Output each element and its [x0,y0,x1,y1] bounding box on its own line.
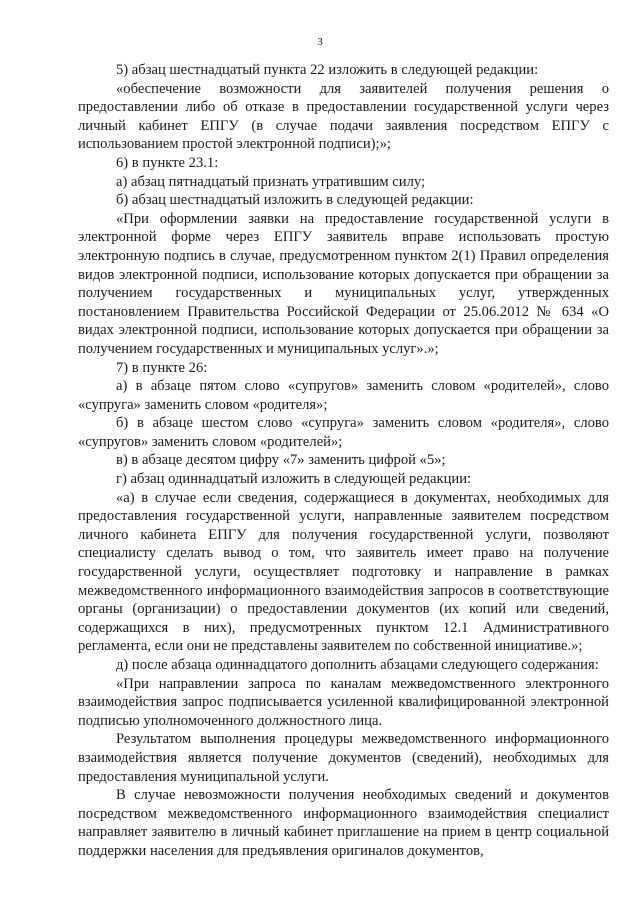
paragraph: В случае невозможности получения необходимых сведений и документов посредством межведомственного информационного взаимодействия специалист направляет заявителю в личный кабинет приглашение на прием в центр социальной поддержки населения для предъявления оригиналов документов, [78,787,609,859]
paragraph: б) в абзаце шестом слово «супруга» заменить словом «родителя», слово «супругов» заменить словом «родителей»; [78,415,609,450]
document-body [78,61,609,861]
paragraph: Результатом выполнения процедуры межведомственного информационного взаимодействия является получение документов (сведений), необходимых для предоставления муниципальной услуги. [78,731,609,785]
paragraph: в) в абзаце десятом цифру «7» заменить цифрой «5»; [116,452,446,469]
paragraph: «обеспечение возможности для заявителей получения решения о предоставлении либо об отказе в предоставлении государственной услуги через личный кабинет ЕПГУ (в случае подачи заявления посредством ЕПГУ с использованием простой электронной подписи);»; [78,80,609,153]
paragraph: г) абзац одиннадцатый изложить в следующей редакции: [116,471,472,488]
paragraph: 7) в пункте 26: [116,359,208,376]
paragraph: «При оформлении заявки на предоставление государственной услуги в электронной форме через ЕПГУ заявитель вправе использовать простую электронную подпись в случае, предусмотренном пунктом 2(1) Правил определения видов электронной подписи, использование которых допускается при обращении за получением государственных и муниципальных услуг, утвержденных постановлением Правительства Российской Федерации от 25.06.2012 № 634 «О видах электронной подписи, использование которых допускается при обращении за получением государственных и муниципальных услуг».»; [78,210,609,357]
paragraph: 5) абзац шестнадцатый пункта 22 изложить в следующей редакции: [116,62,539,78]
paragraph: а) абзац пятнадцатый признать утратившим силу; [116,173,426,190]
paragraph: «При направлении запроса по каналам межведомственного электронного взаимодействия запрос подписывается усиленной квалифицированной электронной подписью уполномоченного должностного лица. [78,675,609,729]
paragraph: а) в абзаце пятом слово «супругов» заменить словом «родителей», слово «супруга» заменить словом «родителя»; [78,378,609,413]
paragraph: 6) в пункте 23.1: [116,154,219,171]
page-number: 3 [317,36,323,48]
paragraph: б) абзац шестнадцатый изложить в следующей редакции: [116,192,474,209]
paragraph: д) после абзаца одиннадцатого дополнить абзацами следующего содержания: [116,657,599,673]
paragraph: «а) в случае если сведения, содержащиеся в документах, необходимых для предоставления государственной услуги, направленные заявителем посредством личного кабинета ЕПГУ для получения государственной услуги, позволяют специалисту сделать вывод о том, что заявитель имеет право на получение государственной услуги, осуществляет подготовку и направление в рамках межведомственного информационного взаимодействия запросов в соответствующие органы (организации) о предоставлении документов (их копий или сведений, содержащихся в них), предусмотренных пунктом 12.1 Административного регламента, если они не представлены заявителем по собственной инициативе.»; [78,489,609,655]
